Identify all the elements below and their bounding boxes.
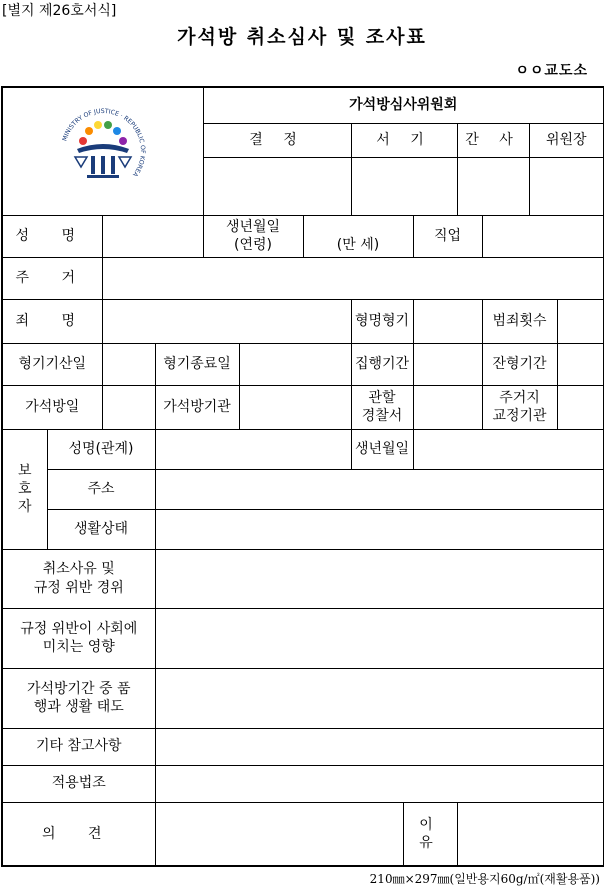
address-value[interactable] — [102, 257, 604, 299]
sentence-value[interactable] — [413, 299, 482, 343]
remaining-label: 잔형기간 — [482, 343, 557, 385]
social-impact-value[interactable] — [155, 608, 604, 668]
institution-name: ㅇㅇ교도소 — [515, 63, 588, 79]
guardian-birth-value[interactable] — [413, 429, 604, 469]
revocation-reason-value[interactable] — [155, 549, 604, 608]
ministry-emblem — [2, 87, 203, 215]
name-value[interactable] — [102, 215, 203, 257]
conduct-line2: 행과 생활 태도 — [33, 699, 124, 715]
name-label: 성 명 — [2, 215, 102, 257]
approval-secretary-label: 간 사 — [457, 123, 529, 157]
police-label-line2: 경찰서 — [361, 408, 403, 424]
document-title: 가석방 취소심사 및 조사표 — [177, 26, 427, 48]
emblem-dot — [113, 127, 121, 135]
probation-label — [482, 385, 557, 429]
birth-label — [203, 215, 303, 257]
emblem-dot — [85, 127, 93, 135]
sentence-label: 형명형기 — [351, 299, 413, 343]
crime-count-value[interactable] — [557, 299, 604, 343]
applicable-law-value[interactable] — [155, 765, 604, 802]
approval-decision-sign[interactable] — [203, 157, 351, 215]
opinion-value[interactable] — [155, 802, 403, 866]
conduct-label — [2, 668, 155, 728]
emblem-dot — [104, 121, 112, 129]
applicable-law-label: 적용법조 — [2, 765, 155, 802]
social-impact-line2: 미치는 영향 — [42, 639, 115, 655]
reason-value[interactable] — [457, 802, 604, 866]
guardian-life-value[interactable] — [155, 509, 604, 549]
social-impact-label — [2, 608, 155, 668]
committee-title: 가석방심사위원회 — [203, 87, 604, 123]
paper-spec-note: 210㎜×297㎜(일반용지60g/㎡(재활용품)) — [369, 872, 600, 886]
guardian-char: 보 — [17, 462, 32, 479]
probation-value[interactable] — [557, 385, 604, 429]
probation-label-line1: 주거지 — [499, 389, 540, 406]
parole-date-label: 가석방일 — [2, 385, 102, 429]
guardian-char: 자 — [17, 499, 32, 516]
guardian-life-label: 생활상태 — [47, 509, 155, 549]
parole-date-value[interactable] — [102, 385, 155, 429]
other-notes-label: 기타 참고사항 — [2, 728, 155, 765]
other-notes-value[interactable] — [155, 728, 604, 765]
form-number: [별지 제26호서식] — [2, 3, 117, 19]
start-date-value[interactable] — [102, 343, 155, 385]
police-value[interactable] — [413, 385, 482, 429]
police-label — [351, 385, 413, 429]
revocation-reason-line2: 규정 위반 경위 — [33, 579, 124, 596]
guardian-label — [2, 429, 47, 549]
parole-agency-label: 가석방기관 — [155, 385, 239, 429]
review-form-table — [1, 86, 604, 867]
approval-chair-label: 위원장 — [529, 123, 604, 157]
crime-label: 죄 명 — [2, 299, 102, 343]
emblem-dot — [94, 121, 102, 129]
conduct-line1: 가석방기간 중 품 — [26, 680, 131, 697]
emblem-dot — [79, 137, 87, 145]
guardian-birth-label: 생년월일 — [351, 429, 413, 469]
address-label: 주 거 — [2, 257, 102, 299]
approval-chair-sign[interactable] — [529, 157, 604, 215]
approval-decision-label: 결 정 — [203, 123, 351, 157]
guardian-address-label: 주소 — [47, 469, 155, 509]
social-impact-line1: 규정 위반이 사회에 — [20, 620, 138, 637]
guardian-name-label: 성명(관계) — [47, 429, 155, 469]
crime-value[interactable] — [102, 299, 351, 343]
revocation-reason-label — [2, 549, 155, 608]
approval-clerk-label: 서 기 — [351, 123, 457, 157]
served-label: 집행기간 — [351, 343, 413, 385]
parole-agency-value[interactable] — [239, 385, 351, 429]
guardian-address-value[interactable] — [155, 469, 604, 509]
emblem-dot — [119, 137, 127, 145]
probation-label-line2: 교정기관 — [492, 408, 547, 424]
birth-label-line2: (연령) — [234, 237, 272, 253]
crime-count-label: 범죄횟수 — [482, 299, 557, 343]
approval-secretary-sign[interactable] — [457, 157, 529, 215]
opinion-label: 의 견 — [2, 802, 155, 866]
guardian-char: 호 — [17, 480, 32, 497]
guardian-name-value[interactable] — [155, 429, 351, 469]
conduct-value[interactable] — [155, 668, 604, 728]
remaining-value[interactable] — [557, 343, 604, 385]
end-date-value[interactable] — [239, 343, 351, 385]
birth-age-value[interactable] — [303, 215, 413, 257]
age-label: (만 세) — [336, 237, 380, 254]
birth-label-line1: 생년월일 — [225, 218, 281, 235]
served-value[interactable] — [413, 343, 482, 385]
police-label-line1: 관할 — [368, 389, 396, 406]
job-label: 직업 — [413, 215, 482, 257]
start-date-label: 형기기산일 — [2, 343, 102, 385]
emblem-ring-text: MINISTRY OF JUSTICE · REPUBLIC OF KOREA — [61, 108, 146, 178]
job-value[interactable] — [482, 215, 604, 257]
reason-label: 이 유 — [403, 802, 457, 866]
end-date-label: 형기종료일 — [155, 343, 239, 385]
approval-clerk-sign[interactable] — [351, 157, 457, 215]
revocation-reason-line1: 취소사유 및 — [42, 561, 115, 578]
